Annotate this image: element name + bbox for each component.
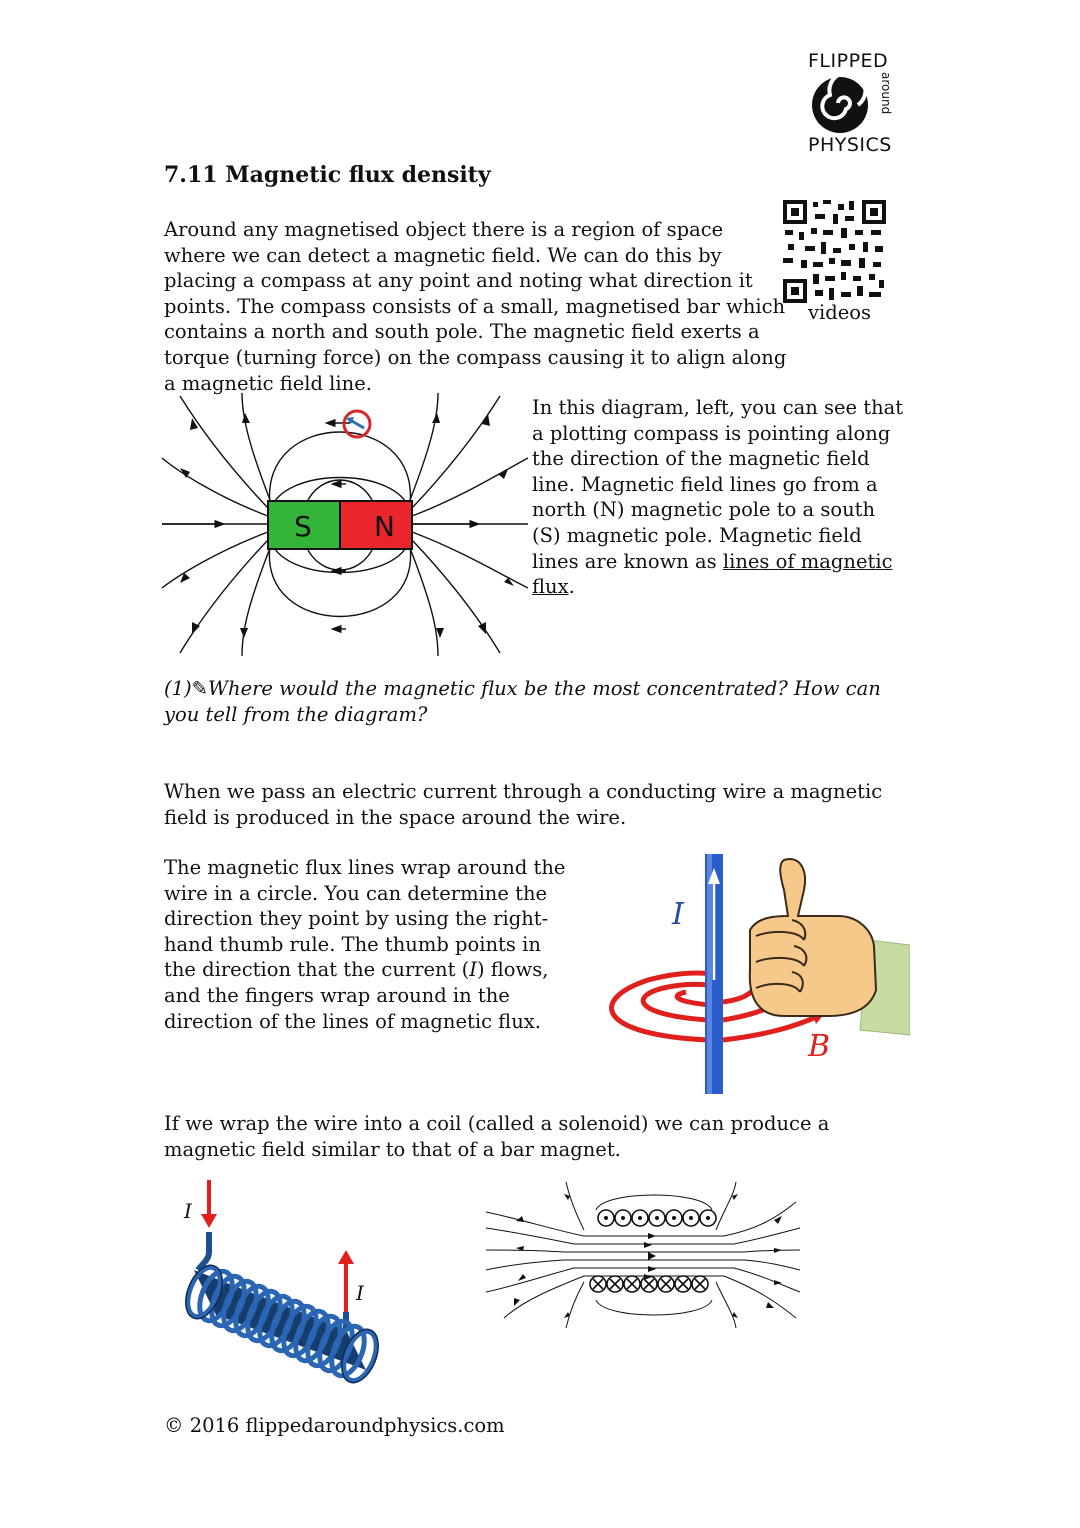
logo-text-top: FLIPPED xyxy=(808,50,889,72)
current-label-I: I xyxy=(672,897,684,932)
current-paragraph: When we pass an electric current through a conducting wire a magnetic field is produced in the space around the wire. xyxy=(164,780,883,829)
question-1: (1)✎Where would the magnetic flux be the most concentrated? How can you tell from the diagram? xyxy=(164,677,881,726)
solenoid-current-in-label: I xyxy=(184,1199,192,1223)
hand-icon xyxy=(750,859,876,1016)
field-label-B: B xyxy=(808,1029,831,1064)
logo-text-bottom: PHYSICS xyxy=(808,134,892,156)
right-hand-rule-diagram xyxy=(588,850,910,1098)
page-title: 7.11 Magnetic flux density xyxy=(164,162,491,188)
qr-code[interactable] xyxy=(783,200,886,303)
solenoid-paragraph: If we wrap the wire into a coil (called a solenoid) we can produce a magnetic field similar to that of a bar magnet. xyxy=(164,1112,830,1161)
magnet-south-label: S xyxy=(294,510,312,543)
pencil-icon: ✎ xyxy=(191,677,208,700)
thumb-rule-paragraph: The magnetic flux lines wrap around the wire in a circle. You can determine the direction they point by using the right-hand thumb rule. The thumb points in the direction that the current (I) flows, and the fingers wrap around in the direction of the lines of magnetic flux. xyxy=(164,856,566,1033)
solenoid-coil-diagram xyxy=(176,1180,386,1406)
solenoid-field-diagram xyxy=(484,1180,800,1330)
footer-copyright: © 2016 flippedaroundphysics.com xyxy=(164,1414,505,1437)
intro-paragraph: Around any magnetised object there is a region of space where we can detect a magnetic field. We can do this by placing a compass at any point and noting what direction it points. The compass consists of a small, magnetised bar which contains a north and south pole. The magnetic field exerts a torque (turning force) on the compass causing it to align along a magnetic field line. xyxy=(164,218,787,395)
magnet-north-label: N xyxy=(374,510,395,543)
logo-swirl-icon xyxy=(808,74,878,136)
diagram-description: In this diagram, left, you can see that a plotting compass is pointing along the direction of the magnetic field line. Magnetic field lines go from a north (N) magnetic pole to a south (S) magnetic pole. Magnetic field lines are known as lines of magnetic flux. xyxy=(532,396,904,599)
bar-magnet-diagram xyxy=(160,388,530,663)
logo-text-around: around xyxy=(879,72,893,115)
solenoid-current-out-label: I xyxy=(356,1281,364,1305)
flux-lines-link[interactable]: lines of magnetic flux xyxy=(532,549,893,599)
qr-caption: videos xyxy=(808,301,872,324)
